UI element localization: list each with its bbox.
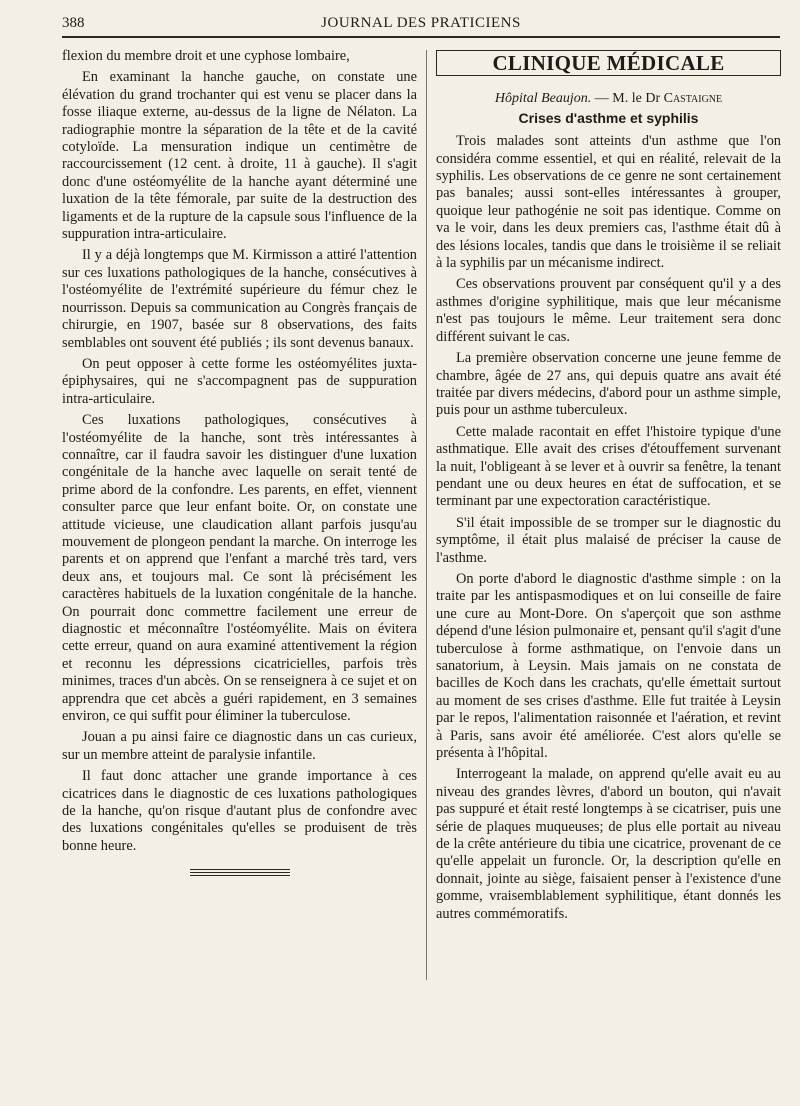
paragraph: Interrogeant la malade, on apprend qu'elle avait eu au niveau des grandes lèvres, d'abord un bouton, qui n'avait pas suppuré et était resté longtemps à se cicatriser, puis une série de plaques muqueuses; de plus elle portait au niveau de la crête antérieure du tibia une cicatrice, provenant de ce qu'elle appelait un furoncle. Or, la description qu'elle en donnait, jointe au siège, faisaient penser à l'existence d'une gomme, vraisemblablement syphilitique, étant donnés les autres commémoratifs. — [436, 766, 781, 922]
column-divider — [426, 50, 427, 980]
left-column — [62, 48, 417, 878]
paragraph: flexion du membre droit et une cyphose lombaire, — [62, 48, 350, 64]
paragraph: En examinant la hanche gauche, on constate une élévation du grand trochanter qui est venu se placer dans la fosse iliaque externe, au-dessus de la ligne de Nélaton. La radiographie montre la séparation de la tête et de la cavité cotyloïde. La mensuration indique un centimètre de raccourcissement (12 cent. à droite, 11 à gauche). Il s'agit donc d'une ostéomyélite de la hanche ayant déterminé une luxation de la tête fémorale, par suite de la destruction des ligaments et de la rupture de la capsule sous l'influence de la suppuration intra-articulaire. — [62, 69, 417, 243]
article-title: Crises d'asthme et syphilis — [518, 109, 699, 126]
paragraph: La première observation concerne une jeune femme de chambre, âgée de 27 ans, qui depuis quatre ans avait été traitée par divers médecins, d'abord pour un asthme simple, puis pour un asthme tuberculeux. — [436, 350, 781, 419]
paragraph: Il y a déjà longtemps que M. Kirmisson a attiré l'attention sur ces luxations pathologiques de la hanche, consécutives à l'ostéomyélite de l'extrémité supérieure du fémur chez le nourrisson. Depuis sa communication au Congrès français de chirurgie, en 1907, basée sur 8 observations, des faits semblables ont souvent été publiés ; ils sont devenus banaux. — [62, 247, 417, 351]
paragraph: Trois malades sont atteints d'un asthme que l'on considéra comme essentiel, et qui en réalité, relevait de la syphilis. Les observations de ce genre ne sont certainement pas banales; aussi sont-elles intéressantes à grouper, quoique leur pathogénie ne soit pas identique. Comme on va le voir, dans les deux premiers cas, l'asthme était dû à des lésions locales, tandis que dans le troisième il se reliait à la syphilis par un mécanisme indirect. — [436, 133, 781, 272]
paragraph: S'il était impossible de se tromper sur le diagnostic du symptôme, il était plus malaisé de préciser la cause de l'asthme. — [436, 514, 781, 566]
paragraph: Ces luxations pathologiques, consécutives à l'ostéomyélite de la hanche, sont très intéressantes à connaître, car il faudra savoir les distinguer d'une luxation congénitale de la hanche avec laquelle on serait tenté de prime abord de la confondre. Les parents, en effet, viennent consulter parce que leur enfant boite. Or, on constate une attitude vicieuse, une claudication allant parfois jusqu'au mouvement de plongeon pendant la marche. On interroge les parents et on apprend que l'enfant a marché très tard, vers deux ans, et toujours mal. Ce sont là précisément les caractères habituels de la luxation congénitale de la hanche. On pourrait donc commettre facilement une erreur de diagnostic et méconnaître l'ostéomyélite. Mais on évitera cette erreur, quand on aura examiné attentivement la région et reconnu les dépressions cicatricielles, parfois très minimes, traces d'un abcès. On se renseignera à ce sujet et on apprendra que cet abcès a guéri rapidement, en 3 semaines environ, ce qui suffit pour éliminer la tuberculose. — [62, 412, 417, 725]
paragraph: On porte d'abord le diagnostic d'asthme simple : on la traite par les antispasmodiques et on lui conseille de faire une cure au Mont-Dore. On s'aperçoit que son asthme dépend d'une lésion pulmonaire et, pensant qu'il s'agit d'une tuberculose à forme asthmatique, on l'envoie dans un sanatorium, à Leysin. Mais jamais on ne constata de bacilles de Koch dans les crachats, qu'elle émettait surtout au moment de ses crises d'asthme. Elle fut traitée à Leysin par le repos, l'alimentation raisonnée et l'aération, et revint à Paris, sans avoir été améliorée. C'est alors qu'elle se présenta à l'hôpital. — [436, 570, 781, 762]
paragraph: Jouan a pu ainsi faire ce diagnostic dans un cas curieux, sur un membre atteint de paralysie infantile. — [62, 729, 417, 763]
paragraph: Cette malade racontait en effet l'histoire typique d'une asthmatique. Elle avait des crises d'étouffement survenant la nuit, l'obligeant à se lever et à ouvrir sa fenêtre, la tenant pendant une ou deux heures en état de suffocation, et se terminant par une expectoration caractéristique. — [436, 423, 781, 510]
article-venue: Hôpital Beaujon. — M. le Dr Castaigne — [494, 91, 723, 107]
journal-title: JOURNAL DES PRATICIENS — [321, 14, 521, 31]
venue-author-prefix: M. le Dr — [612, 91, 661, 107]
page-header — [62, 10, 780, 38]
paragraph: On peut opposer à cette forme les ostéomyélites juxta-épiphysaires, qui ne s'accompagnent pas de suppuration intra-articulaire. — [62, 355, 417, 407]
page-number: 388 — [62, 14, 85, 31]
end-of-article-rule — [190, 869, 290, 876]
paragraph: Il faut donc attacher une grande importance à ces cicatrices dans le diagnostic de ces luxations pathologiques de la hanche, qu'on risque d'autant plus de confondre avec des luxations congénitales qu'elles se produisent de très bonne heure. — [62, 768, 417, 854]
section-heading: CLINIQUE MÉDICALE — [436, 50, 781, 76]
venue-place: Hôpital Beaujon. — [494, 91, 592, 107]
right-column — [436, 48, 781, 927]
venue-author-name: Castaigne — [663, 91, 723, 107]
paragraph: Ces observations prouvent par conséquent qu'il y a des asthmes d'origine syphilitique, mais que leur mécanisme n'est pas toujours le même. Leur traitement sera donc différent suivant le cas. — [436, 276, 781, 345]
